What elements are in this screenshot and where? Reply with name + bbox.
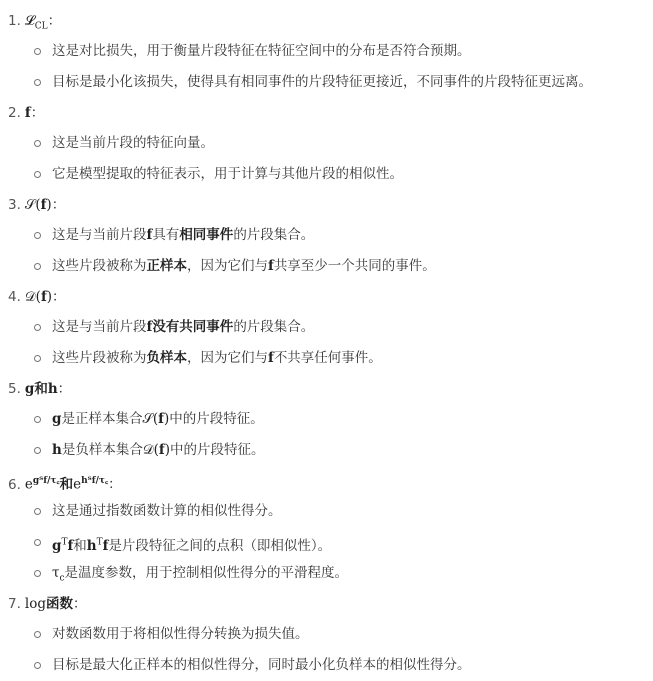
text-run: 是温度参数，用于控制相似性得分的平滑程度。 xyxy=(64,565,349,581)
emphasis-text: ： xyxy=(52,289,66,305)
text-run: 中的片段特征。 xyxy=(169,411,264,427)
sub-item-text xyxy=(34,43,471,59)
sub-item-text xyxy=(34,258,436,274)
math-symbol: g xyxy=(52,411,62,427)
list-number: 6. xyxy=(8,476,21,493)
sub-list-item xyxy=(8,312,653,343)
emphasis-text: ： xyxy=(57,381,72,397)
math-symbol: hᵀf/τ꜀ xyxy=(81,476,109,486)
bullet-icon xyxy=(34,355,41,362)
math-symbol: f xyxy=(146,319,153,335)
sub-item-text xyxy=(34,503,282,519)
bullet-icon xyxy=(34,232,41,239)
bullet-icon xyxy=(34,631,41,638)
list-item xyxy=(8,98,653,190)
sub-item-text xyxy=(34,350,382,366)
math-symbol: f xyxy=(146,227,153,243)
text-run: 这是与当前片段 xyxy=(52,227,147,243)
sub-item-text xyxy=(34,538,331,554)
math-symbol: e xyxy=(73,476,82,493)
sub-list-item xyxy=(8,527,653,558)
sub-list-item xyxy=(8,496,653,527)
sub-item-text xyxy=(34,626,309,642)
emphasis-text: 相同事件 xyxy=(179,227,234,243)
bullet-icon xyxy=(34,140,41,147)
sub-item-text xyxy=(34,319,314,335)
text-run: 这是通过指数函数计算的相似性得分。 xyxy=(52,503,282,519)
list-number: 4. xyxy=(8,289,21,305)
text-run: ，因为它们与 xyxy=(187,258,268,274)
math-symbol: f xyxy=(67,537,74,554)
math-symbol: f xyxy=(40,197,47,213)
bullet-icon xyxy=(34,263,41,270)
emphasis-text: 没有共同事件 xyxy=(152,319,234,335)
math-symbol: log xyxy=(24,596,46,612)
text-run: 它是模型提取的特征表示，用于计算与其他片段的相似性。 xyxy=(52,166,403,182)
text-run: 不共享任何事件。 xyxy=(273,350,382,366)
text-run: 目标是最小化该损失，使得具有相同事件的片段特征更接近，不同事件的片段特征更远离。 xyxy=(52,74,592,90)
list-item-heading xyxy=(8,98,653,128)
list-number: 7. xyxy=(8,596,21,612)
list-item xyxy=(8,282,653,374)
list-item-heading xyxy=(8,282,653,312)
sub-list-item xyxy=(8,67,653,98)
math-symbol: h xyxy=(52,442,62,458)
sub-list-item xyxy=(8,404,653,435)
emphasis-text: 和 xyxy=(34,381,48,397)
math-symbol: 𝒮( xyxy=(24,197,41,213)
list-item xyxy=(8,374,653,466)
list-item-heading xyxy=(8,374,653,404)
text-run: 是负样本集合 xyxy=(61,442,143,458)
math-symbol: T xyxy=(96,537,103,547)
math-symbol: ) xyxy=(164,442,170,458)
text-run: 共享至少一个共同的事件。 xyxy=(273,258,436,274)
list-item xyxy=(8,466,653,589)
emphasis-text: 函数 xyxy=(45,596,73,612)
math-symbol: τ xyxy=(52,565,60,581)
text-run: 中的片段特征。 xyxy=(169,442,265,458)
text-run: 的片段集合。 xyxy=(233,227,315,243)
math-symbol: c xyxy=(59,573,65,584)
emphasis-text: 和 xyxy=(59,476,74,493)
text-run: 对数函数用于将相似性得分转换为损失值。 xyxy=(52,626,309,642)
text-run: 的片段集合。 xyxy=(233,319,315,335)
sub-item-text xyxy=(34,657,471,673)
sub-list-item xyxy=(8,343,653,374)
sub-item-text xyxy=(34,565,349,584)
text-run: 这些片段被称为 xyxy=(52,258,147,274)
text-run: 和 xyxy=(73,537,87,554)
math-symbol: 𝒮( xyxy=(142,411,159,427)
math-symbol: f xyxy=(158,442,165,458)
text-run: 这是当前片段的特征向量。 xyxy=(52,135,214,151)
emphasis-text: ： xyxy=(108,476,122,493)
math-symbol: f xyxy=(268,350,274,366)
list-number: 5. xyxy=(8,381,21,397)
sub-item-text xyxy=(34,74,592,90)
math-symbol: f xyxy=(158,411,164,427)
emphasis-text: ： xyxy=(30,105,45,121)
bullet-icon xyxy=(34,171,41,178)
sub-list-item xyxy=(8,128,653,159)
bullet-icon xyxy=(34,416,41,423)
bullet-icon xyxy=(34,48,41,55)
text-run: ，因为它们与 xyxy=(187,350,268,366)
math-symbol: f xyxy=(40,289,47,305)
math-symbol: ) xyxy=(46,289,53,305)
math-symbol: e xyxy=(24,476,33,493)
math-symbol: f xyxy=(268,258,274,274)
text-run: 是正样本集合 xyxy=(61,411,143,427)
math-symbol: f xyxy=(24,105,31,121)
list-number: 1. xyxy=(8,13,21,29)
emphasis-text: ： xyxy=(51,197,66,213)
math-symbol: CL xyxy=(34,21,48,32)
sub-item-text xyxy=(34,135,214,151)
bullet-icon xyxy=(34,539,41,546)
list-item-heading xyxy=(8,190,653,220)
text-run: 这些片段被称为 xyxy=(52,350,147,366)
emphasis-text: 负样本 xyxy=(146,350,187,366)
bullet-icon xyxy=(34,570,41,577)
bullet-icon xyxy=(34,447,41,454)
math-symbol: h xyxy=(86,537,97,554)
text-run: 这是对比损失，用于衡量片段特征在特征空间中的分布是否符合预期。 xyxy=(52,43,471,59)
sub-list-item xyxy=(8,251,653,282)
sub-list-item xyxy=(8,159,653,190)
sub-list-item xyxy=(8,650,653,681)
sub-list-item xyxy=(8,435,653,466)
bullet-icon xyxy=(34,79,41,86)
list-item-heading xyxy=(8,589,653,619)
math-symbol: ) xyxy=(46,197,52,213)
list-number: 2. xyxy=(8,105,21,121)
list-item-heading xyxy=(8,466,653,496)
math-symbol: ) xyxy=(163,411,170,427)
text-run: 具有 xyxy=(152,227,180,243)
math-symbol: g xyxy=(52,537,62,554)
sub-item-text xyxy=(34,442,264,458)
sub-list-item xyxy=(8,36,653,67)
list-item xyxy=(8,589,653,681)
math-symbol: 𝒟( xyxy=(142,442,159,458)
math-symbol: 𝒟( xyxy=(24,289,41,305)
math-symbol: f xyxy=(102,537,109,554)
sub-list-item xyxy=(8,558,653,589)
math-symbol: T xyxy=(61,537,68,547)
sub-item-text xyxy=(34,411,264,427)
emphasis-text: ： xyxy=(47,13,62,29)
sub-list-item xyxy=(8,220,653,251)
list-item xyxy=(8,6,653,98)
emphasis-text: 正样本 xyxy=(146,258,187,274)
text-run: 是片段特征之间的点积（即相似性）。 xyxy=(108,537,332,554)
sub-item-text xyxy=(34,227,314,243)
list-item-heading xyxy=(8,6,653,36)
list-number: 3. xyxy=(8,197,21,213)
math-symbol: 𝓛 xyxy=(24,13,35,29)
bullet-icon xyxy=(34,324,41,331)
bullet-icon xyxy=(34,508,41,515)
math-symbol: gᵀf/τ꜀ xyxy=(32,476,60,486)
text-run: 目标是最大化正样本的相似性得分，同时最小化负样本的相似性得分。 xyxy=(52,657,471,673)
list-item xyxy=(8,190,653,282)
sub-item-text xyxy=(34,166,403,182)
math-symbol: g xyxy=(24,381,35,397)
bullet-icon xyxy=(34,662,41,669)
math-symbol: h xyxy=(47,381,58,397)
text-run: 这是与当前片段 xyxy=(52,319,147,335)
sub-list-item xyxy=(8,619,653,650)
emphasis-text: ： xyxy=(72,596,87,612)
